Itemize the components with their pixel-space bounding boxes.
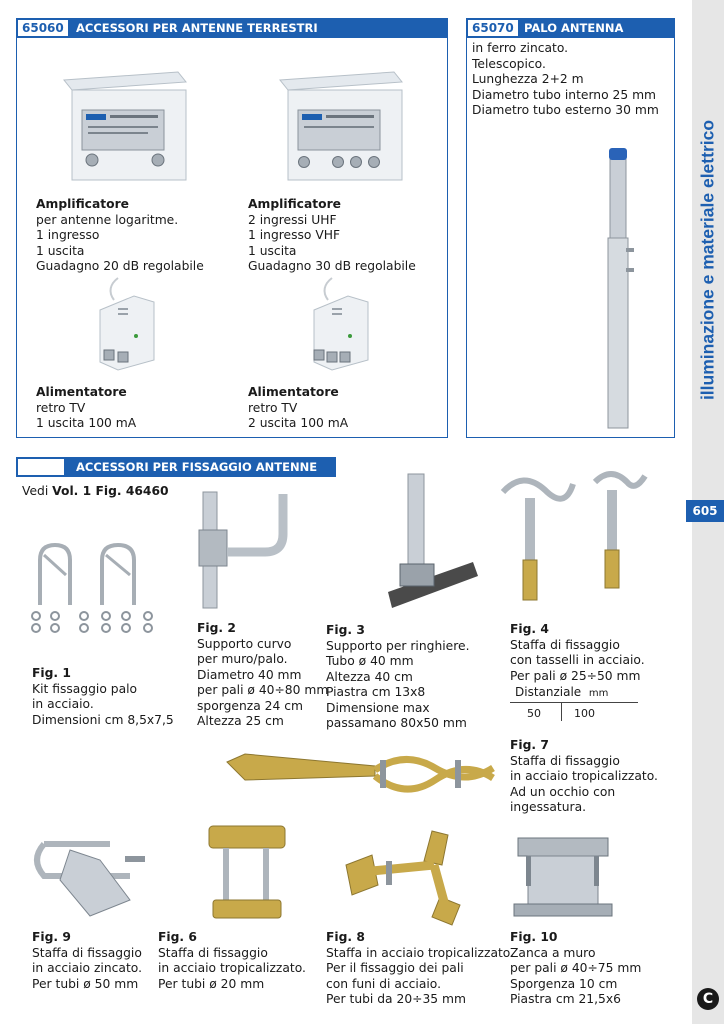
product-alimentatore-1: Alimentatore retro TV 1 uscita 100 mA — [36, 385, 137, 430]
product-amplificatore-1: Amplificatore per antenne logaritme. 1 ingresso 1 uscita Guadagno 20 dB regolabile — [36, 197, 204, 273]
section-fissaggio-header — [16, 457, 336, 477]
fig9-staffa-zincato-image — [30, 830, 150, 925]
fig2-supporto-curvo-image — [195, 490, 305, 610]
product-alimentatore-2: Alimentatore retro TV 2 uscita 100 mA — [248, 385, 349, 430]
fig3-supporto-ringhiere-image — [378, 472, 478, 622]
distanziale-value-50: 50 — [527, 707, 541, 720]
distanziale-value-100: 100 — [574, 707, 595, 720]
fig4-description: Fig. 4 Staffa di fissaggio con tasselli in acciaio. Per pali ø 25÷50 mm — [510, 622, 645, 683]
alimentatore-1-image — [88, 274, 168, 374]
fig3-description: Fig. 3 Supporto per ringhiere. Tubo ø 40 mm Altezza 40 cm Piastra cm 13x8 Dimensione max passamano 80x50 mm — [326, 623, 470, 730]
distanziale-header: Distanziale mm — [515, 685, 609, 699]
fig4-staffa-tasselli-image — [495, 462, 645, 612]
fig7-description: Fig. 7 Staffa di fissaggio in acciaio tropicalizzato. Ad un occhio con ingessatura. — [510, 738, 658, 814]
amplifier-2-image — [276, 70, 406, 185]
section-palo-code: 65070 — [468, 20, 518, 36]
distanziale-hline — [510, 702, 638, 703]
fig6-description: Fig. 6 Staffa di fissaggio in acciaio tropicalizzato. Per tubi ø 20 mm — [158, 930, 306, 991]
vedi-reference: Vedi Vol. 1 Fig. 46460 — [22, 484, 169, 498]
section-palo-header — [466, 18, 675, 38]
fig8-description: Fig. 8 Staffa in acciaio tropicalizzato. Per il fissaggio dei pali con funi di acciaio. Per tubi da 20÷35 mm — [326, 930, 515, 1006]
section-palo-description: in ferro zincato. Telescopico. Lunghezza 2+2 m Diametro tubo interno 25 mm Diametro tubo esterno 30 mm — [472, 41, 659, 117]
fig1-ubolts-image — [30, 540, 160, 640]
section-palo-title: PALO ANTENNA — [524, 21, 624, 35]
product-amplificatore-2: Amplificatore 2 ingressi UHF 1 ingresso VHF 1 uscita Guadagno 30 dB regolabile — [248, 197, 416, 273]
fig6-staffa-tropicalizzato-image — [205, 822, 290, 927]
sidebar-category: illuminazione e materiale elettrico — [697, 119, 718, 401]
section-antenne-title: ACCESSORI PER ANTENNE TERRESTRI — [76, 21, 318, 35]
fig1-description: Fig. 1 Kit fissaggio palo in acciaio. Dimensioni cm 8,5x7,5 — [32, 666, 174, 727]
section-antenne-code: 65060 — [18, 20, 68, 36]
page-number: 605 — [686, 500, 724, 522]
section-fissaggio-title: ACCESSORI PER FISSAGGIO ANTENNE — [76, 460, 318, 474]
alimentatore-2-image — [302, 274, 382, 374]
fig10-zanca-muro-image — [510, 832, 615, 927]
section-antenne-header — [16, 18, 448, 38]
section-fissaggio-code — [18, 459, 64, 475]
amplifier-1-image — [60, 70, 190, 185]
fig8-staffa-funi-image — [342, 825, 472, 930]
distanziale-vline — [561, 703, 562, 721]
fig9-description: Fig. 9 Staffa di fissaggio in acciaio zincato. Per tubi ø 50 mm — [32, 930, 142, 991]
palo-antenna-image — [600, 146, 640, 436]
corner-logo-icon: C — [697, 988, 719, 1010]
fig7-staffa-occhio-image — [225, 750, 495, 810]
fig10-description: Fig. 10 Zanca a muro per pali ø 40÷75 mm Sporgenza 10 cm Piastra cm 21,5x6 — [510, 930, 642, 1006]
fig2-description: Fig. 2 Supporto curvo per muro/palo. Diametro 40 mm per pali ø 40÷80 mm sporgenza 24 cm Altezza 25 cm — [197, 621, 329, 728]
